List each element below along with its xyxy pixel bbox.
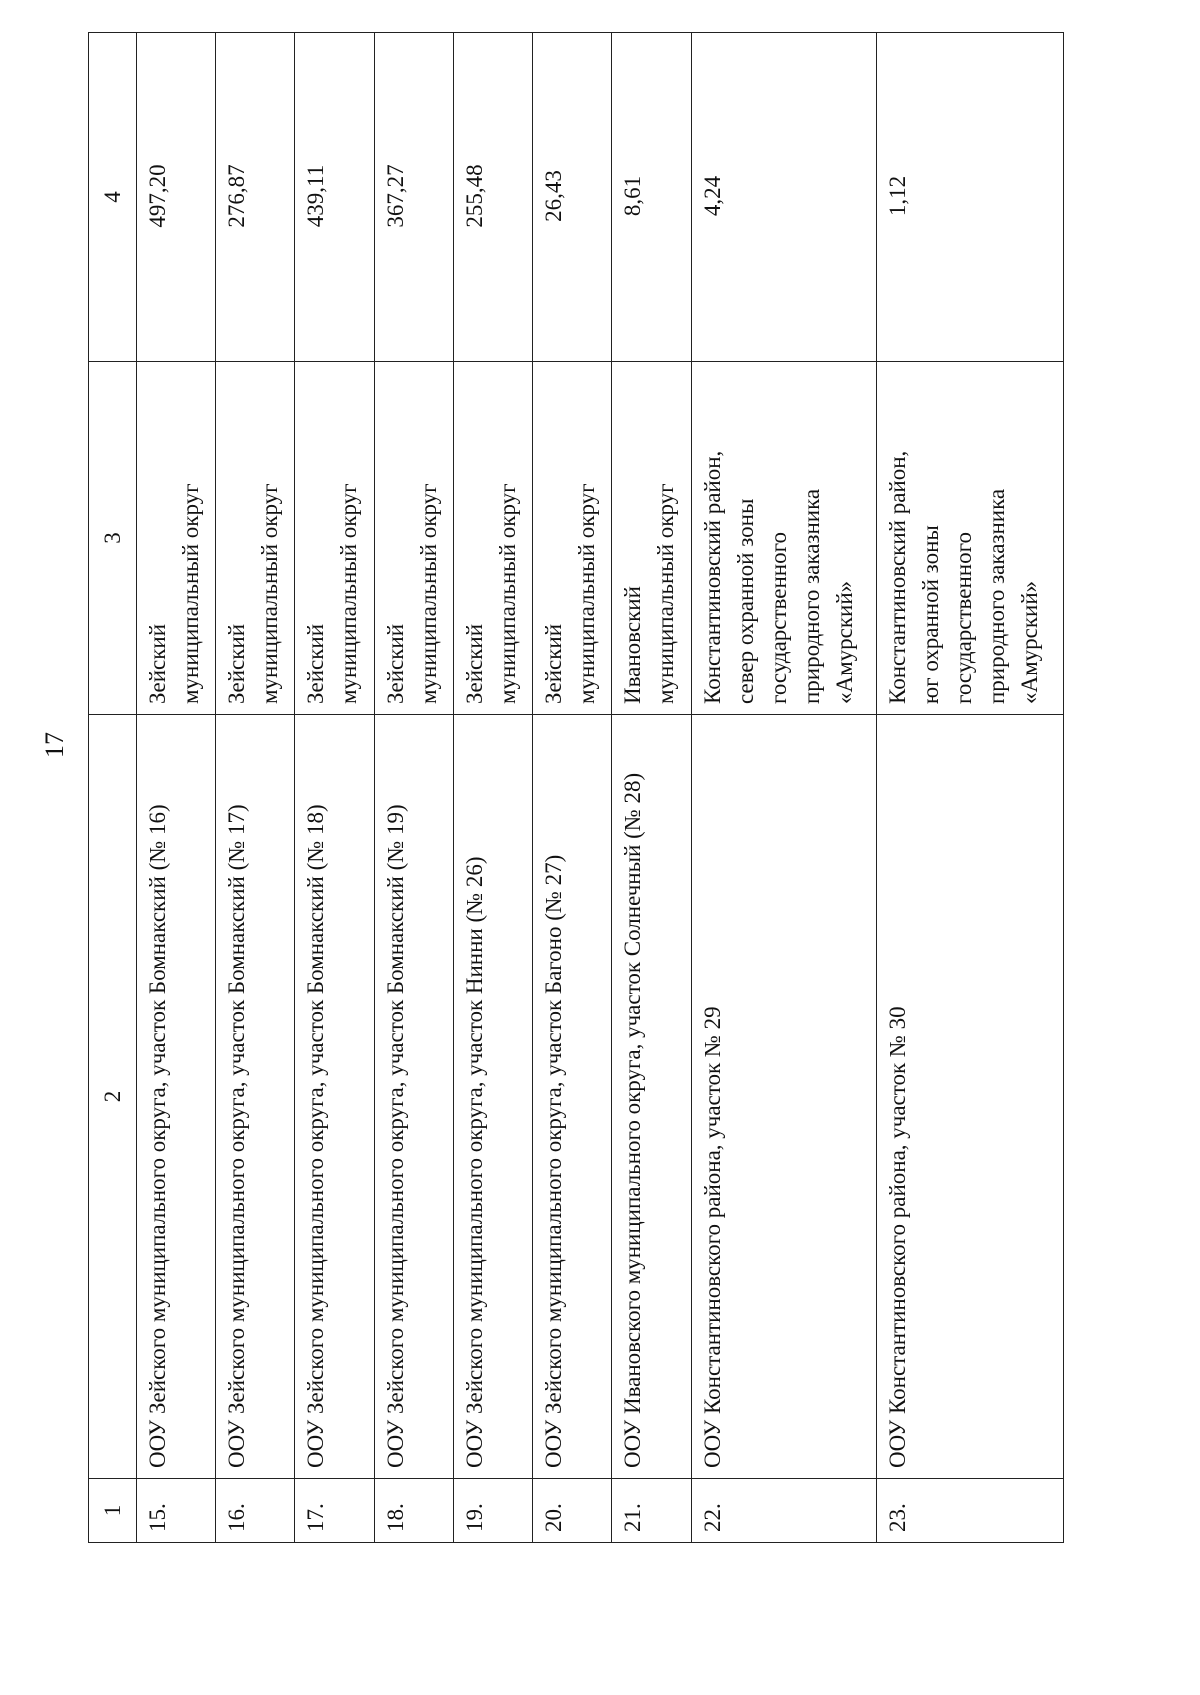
row-number: 17. bbox=[295, 1479, 375, 1543]
district: Зейский муниципальный округ bbox=[374, 362, 453, 715]
district: Зейский муниципальный округ bbox=[216, 362, 295, 715]
district: Зейский муниципальный округ bbox=[533, 362, 612, 715]
table-row bbox=[136, 33, 216, 1543]
area-value: 439,11 bbox=[295, 33, 375, 362]
area-name: ООУ Зейского муниципального округа, участок Багоно (№ 27) bbox=[533, 715, 612, 1479]
row-number: 20. bbox=[533, 1479, 612, 1543]
row-number: 15. bbox=[136, 1479, 216, 1543]
table-row bbox=[877, 33, 1064, 1543]
area-name: ООУ Зейского муниципального округа, участок Бомнакский (№ 16) bbox=[136, 715, 216, 1479]
table-header-row bbox=[89, 33, 137, 1543]
table-row bbox=[612, 33, 692, 1543]
area-value: 8,61 bbox=[612, 33, 692, 362]
column-header-2: 2 bbox=[89, 715, 137, 1479]
district: Зейский муниципальный округ bbox=[453, 362, 533, 715]
areas-table bbox=[88, 32, 1064, 1543]
area-name: ООУ Константиновского района, участок № 30 bbox=[877, 715, 1064, 1479]
area-value: 26,43 bbox=[533, 33, 612, 362]
area-value: 367,27 bbox=[374, 33, 453, 362]
area-name: ООУ Зейского муниципального округа, участок Нинни (№ 26) bbox=[453, 715, 533, 1479]
column-header-3: 3 bbox=[89, 362, 137, 715]
table-row bbox=[453, 33, 533, 1543]
row-number: 19. bbox=[453, 1479, 533, 1543]
page-number-text: 17 bbox=[40, 732, 69, 758]
table-row bbox=[533, 33, 612, 1543]
table-row bbox=[374, 33, 453, 1543]
rotated-table-sheet bbox=[88, 33, 1064, 1543]
row-number: 18. bbox=[374, 1479, 453, 1543]
area-name: ООУ Зейского муниципального округа, участок Бомнакский (№ 18) bbox=[295, 715, 375, 1479]
row-number: 16. bbox=[216, 1479, 295, 1543]
row-number: 23. bbox=[877, 1479, 1064, 1543]
column-header-4: 4 bbox=[89, 33, 137, 362]
area-value: 276,87 bbox=[216, 33, 295, 362]
table-row bbox=[691, 33, 876, 1543]
district: Зейский муниципальный округ bbox=[295, 362, 375, 715]
area-value: 1,12 bbox=[877, 33, 1064, 362]
column-header-1: 1 bbox=[89, 1479, 137, 1543]
district: Константиновский район, юг охранной зоны государственного природного заказника «Амурский» bbox=[877, 362, 1064, 715]
district: Константиновский район, север охранной зоны государственного природного заказника «Амурский» bbox=[691, 362, 876, 715]
area-value: 255,48 bbox=[453, 33, 533, 362]
area-value: 497,20 bbox=[136, 33, 216, 362]
table-row bbox=[216, 33, 295, 1543]
area-name: ООУ Ивановского муниципального округа, участок Солнечный (№ 28) bbox=[612, 715, 692, 1479]
area-name: ООУ Константиновского района, участок № 29 bbox=[691, 715, 876, 1479]
area-name: ООУ Зейского муниципального округа, участок Бомнакский (№ 19) bbox=[374, 715, 453, 1479]
row-number: 22. bbox=[691, 1479, 876, 1543]
district: Ивановский муниципальный округ bbox=[612, 362, 692, 715]
area-value: 4,24 bbox=[691, 33, 876, 362]
row-number: 21. bbox=[612, 1479, 692, 1543]
table-row bbox=[295, 33, 375, 1543]
page-number bbox=[30, 730, 80, 760]
district: Зейский муниципальный округ bbox=[136, 362, 216, 715]
area-name: ООУ Зейского муниципального округа, участок Бомнакский (№ 17) bbox=[216, 715, 295, 1479]
